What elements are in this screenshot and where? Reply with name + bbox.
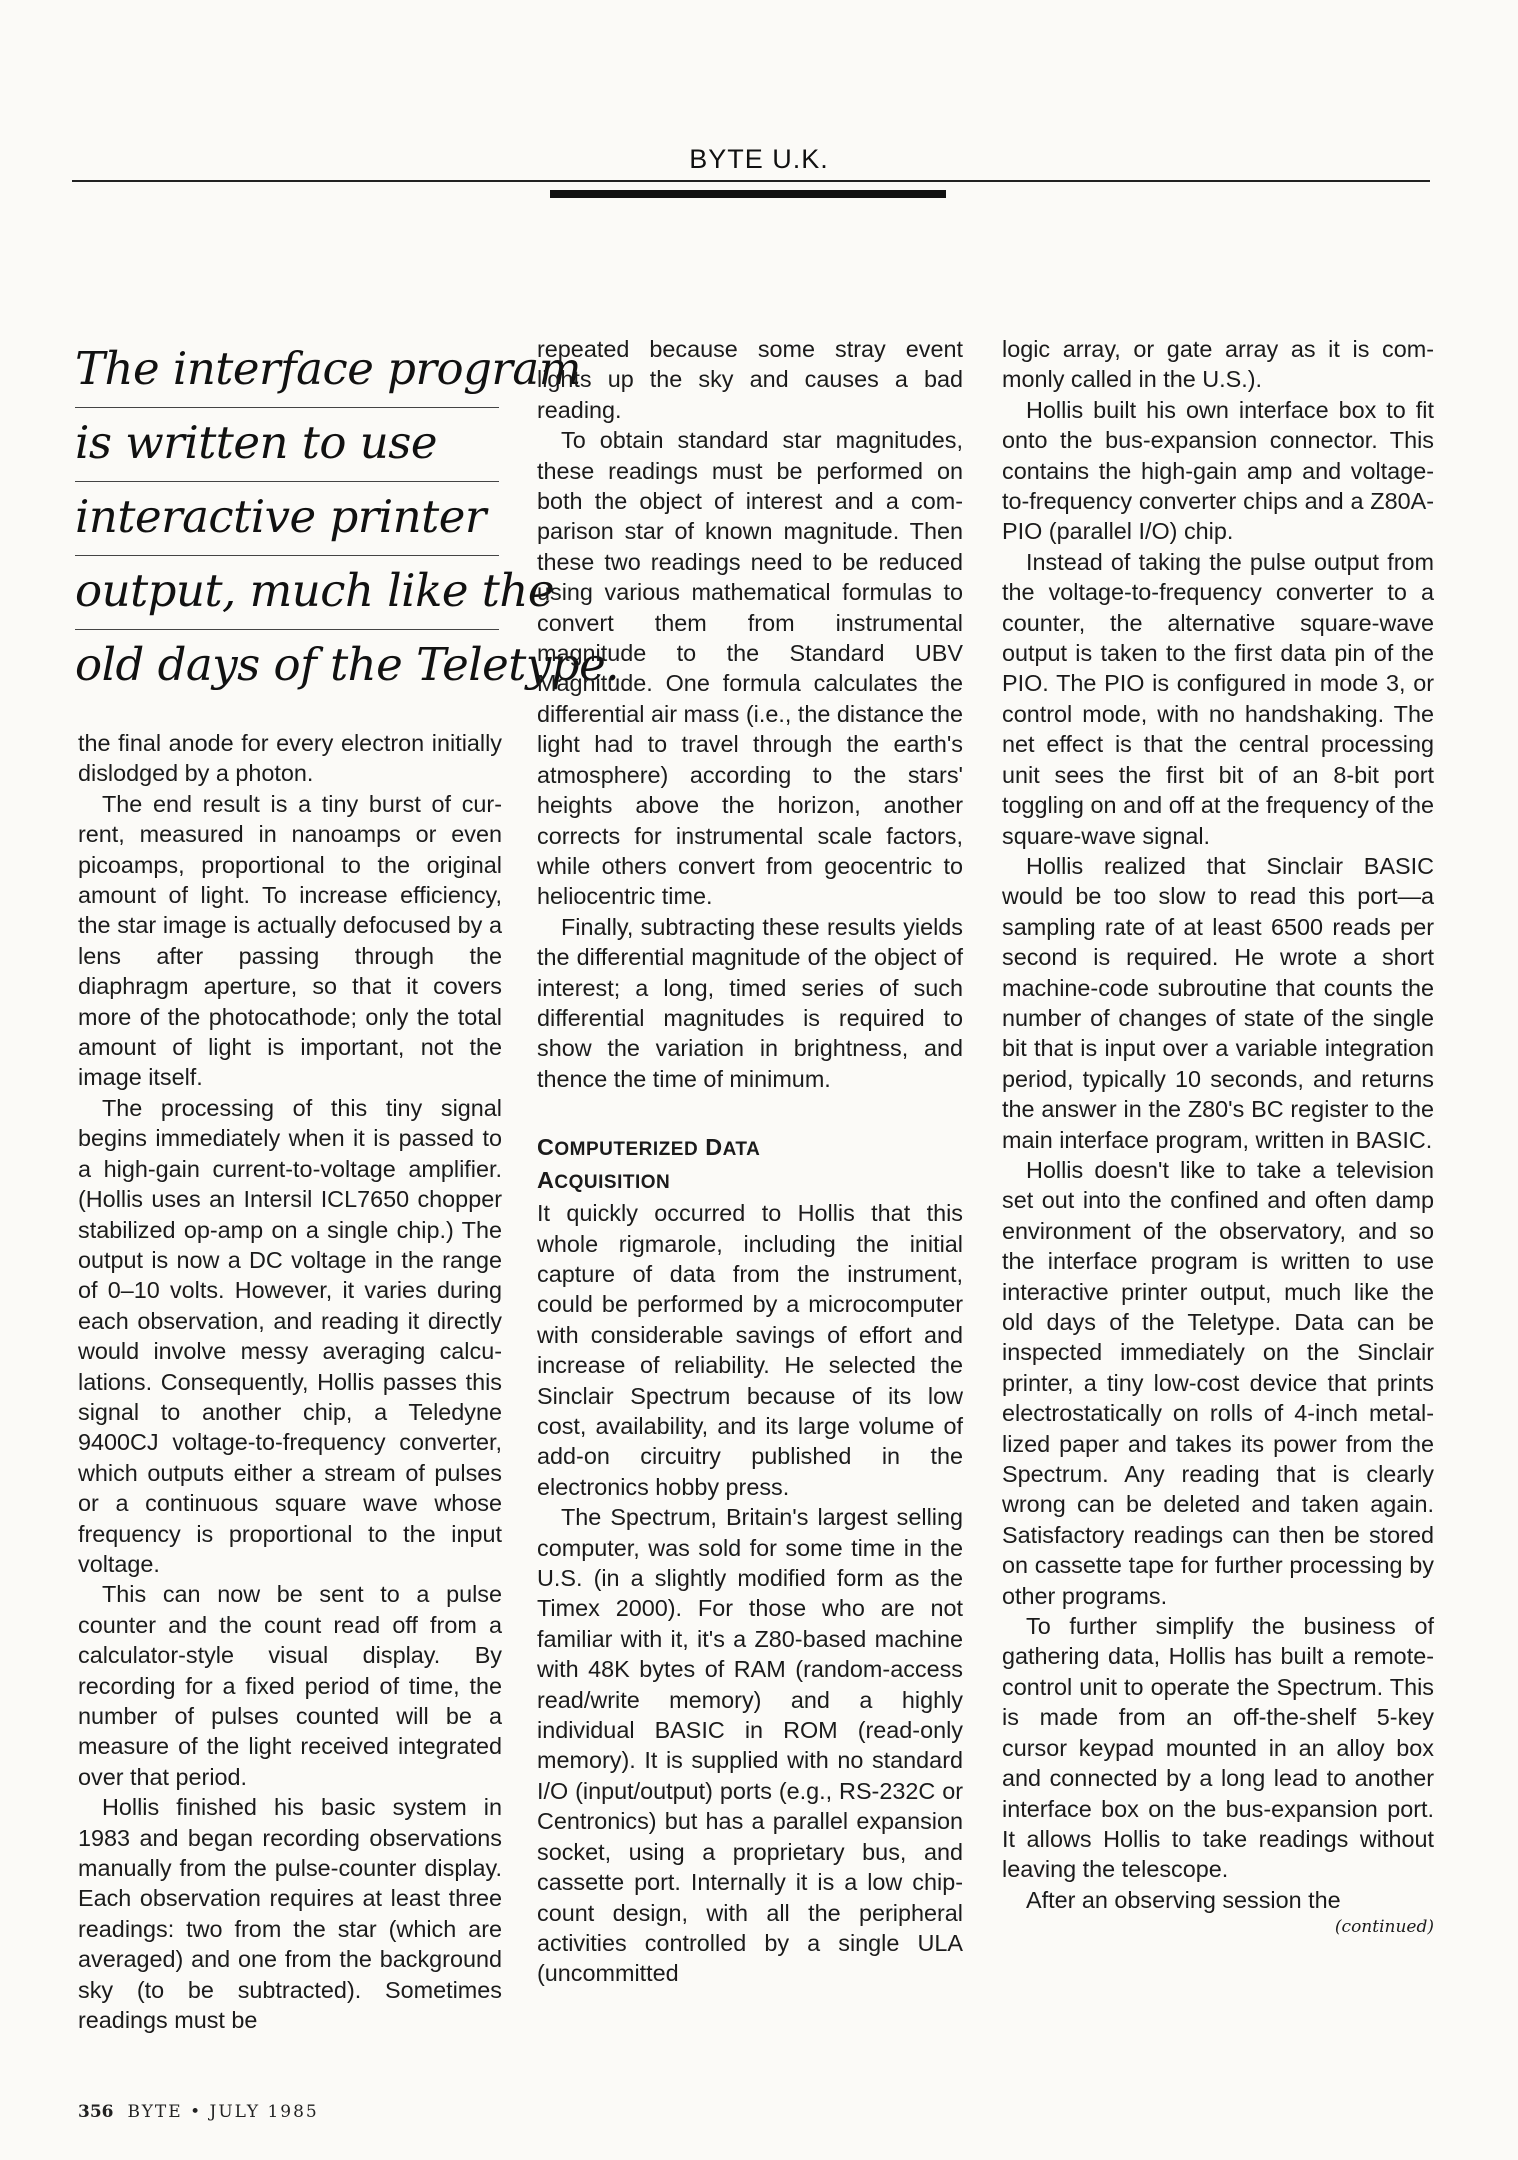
body-paragraph: Hollis finished his basic system in 1983 and began recording observations manually from the pulse-counter display. Each observation requires at least three readings: two from the star (which are averaged) and one from the background sky (to be subtracted). Sometimes readings must be xyxy=(78,1794,502,2034)
body-paragraph: Hollis realized that Sinclair BASIC would be too slow to read this port—a sampling rate of at least 6500 reads per second is required. He wrote a short machine-code subroutine that counts the number of changes of state of the single bit that is input over a variable integration period, typically 10 seconds, and returns the answer in the Z80's BC register to the main interface program, written in BASIC. xyxy=(1002,852,1434,1153)
body-paragraph: To further simplify the business of gathering data, Hollis has built a remote-control unit to operate the Spectrum. This is made from an off-the-shelf 5-key cursor keypad mounted in an alloy box and connected by a long lead to another interface box on the bus-expansion port. It allows Hollis to take readings without leaving the telescope. xyxy=(1002,1613,1434,1883)
body-paragraph: the final anode for every electron initially dislodged by a photon. xyxy=(78,730,502,787)
body-paragraph: The processing of this tiny signal begins immediately when it is passed to a high-gain current-to-voltage amplifier. (Hollis uses an Intersil ICL7650 chopper stabilized op-amp on a single chip.) The output is now a DC voltage in the range of 0–10 volts. However, it varies during each observation, and reading it directly would involve messy averaging calculations. Consequently, Hollis passes this signal to another chip, a Teledyne 9400CJ voltage-to-frequency converter, which outputs either a stream of pulses or a continuous square wave whose frequency is proportional to the input voltage. xyxy=(78,1094,502,1577)
body-paragraph: Instead of taking the pulse output from the voltage-to-frequency converter to a counter, the alternative square-wave output is taken to the first data pin of the PIO. The PIO is configured in mode 3, or control mode, with no handshaking. The net effect is that the central processing unit sees the first bit of an 8-bit port toggling on and off at the frequency of the square-wave signal. xyxy=(1002,548,1434,849)
page-footer xyxy=(78,2102,319,2122)
body-paragraph: Finally, subtracting these results yields the differential magnitude of the object of interest; a long, timed series of such differential magnitudes is required to show the variation in brightness, and thence the time of minimum. xyxy=(537,913,963,1092)
pull-quote-line: output, much like the xyxy=(75,556,499,630)
article-column-3 xyxy=(1002,334,1434,1939)
body-paragraph: It quickly occurred to Hollis that this whole rigmarole, including the initial capture of data from the instrument, could be performed by a microcomputer with considerable savings of effort and increase of reliability. He selected the Sinclair Spectrum because of its low cost, availability, and its large volume of add-on circuitry published in the electronics hobby press. xyxy=(537,1200,963,1500)
running-header: BYTE U.K. xyxy=(689,144,829,174)
body-paragraph: repeated because some stray event lights up the sky and causes a bad reading. xyxy=(537,336,963,423)
pull-quote-line: The interface program xyxy=(75,334,499,408)
body-paragraph: After an observing session the xyxy=(1026,1886,1341,1913)
page-number: 356 xyxy=(78,2102,114,2122)
section-subhead xyxy=(537,1132,963,1198)
subhead-smallcaps: ATA xyxy=(722,1139,761,1161)
body-paragraph: Hollis built his own interface box to fit onto the bus-expansion connector. This contains the high-gain amp and voltage-to-frequency converter chips and a Z80A-PIO (parallel I/O) chip. xyxy=(1002,396,1434,545)
pull-quote-line: old days of the Teletype. xyxy=(75,638,620,691)
continued-note: (continued) xyxy=(1334,1917,1434,1938)
pull-quote xyxy=(75,334,620,703)
subhead-cap: D xyxy=(705,1134,723,1161)
article-column-1 xyxy=(78,728,502,2035)
pull-quote-line: is written to use xyxy=(75,408,499,482)
article-column-2 xyxy=(537,334,963,1989)
footer-publication: BYTE • JULY 1985 xyxy=(127,2102,319,2122)
pull-quote-line: interactive printer xyxy=(75,482,499,556)
body-paragraph: logic array, or gate array as it is commonly called in the U.S.). xyxy=(1002,336,1434,393)
body-paragraph: This can now be sent to a pulse counter and the count read off from a calculator-style visual display. By recording for a fixed period of time, the number of pulses counted will be a measure of the light received integrated over that period. xyxy=(78,1581,502,1790)
body-paragraph: The end result is a tiny burst of current, measured in nanoamps or even picoamps, proportional to the original amount of light. To increase efficiency, the star image is actually defocused by a lens after passing through the diaphragm aperture, so that it covers more of the photocathode; only the total amount of light is important, not the image itself. xyxy=(78,790,502,1091)
subhead-smallcaps: OMPUTERIZED xyxy=(554,1139,699,1161)
subhead-cap: A xyxy=(537,1167,555,1194)
subhead-smallcaps: CQUISITION xyxy=(554,1172,671,1194)
body-paragraph: To obtain standard star magnitudes, these readings must be performed on both the object of interest and a comparison star of known magnitude. Then these two readings need to be reduced using various mathematical formulas to convert them from instrumental magnitude to the Standard UBV Magnitude. One formula calculates the differential air mass (i.e., the distance the light had to travel through the earth's atmosphere) according to the stars' heights above the horizon, another corrects for instrumental scale factors, while others convert from geocentric to heliocentric time. xyxy=(537,427,964,910)
subhead-cap: C xyxy=(537,1134,555,1161)
body-paragraph: Hollis doesn't like to take a television set out into the confined and often damp environment of the observatory, and so the interface program is written to use interactive printer output, much like the old days of the Teletype. Data can be inspected immediately on the Sinclair printer, a tiny low-cost device that prints electrostatically on rolls of 4-inch metallized paper and takes its power from the Spectrum. Any reading that is clearly wrong can be deleted and taken again. Satisfactory readings can then be stored on cassette tape for further processing by other programs. xyxy=(1002,1156,1434,1609)
body-paragraph: The Spectrum, Britain's largest selling computer, was sold for some time in the U.S. (in a slightly modified form as the Timex 2000). For those who are not familiar with it, it's a Z80-based machine with 48K bytes of RAM (random-access read/write memory) and a highly individual BASIC in ROM (read-only memory). It is supplied with no standard I/O (input/output) ports (e.g., RS-232C or Centronics) but has a parallel expansion socket, using a proprietary bus, and cassette port. Internally it is a low chip-count design, with all the peripheral activities controlled by a single ULA (uncommitted xyxy=(537,1504,963,1987)
header-rule-thin xyxy=(72,180,1430,182)
header-rule-thick xyxy=(550,190,946,198)
